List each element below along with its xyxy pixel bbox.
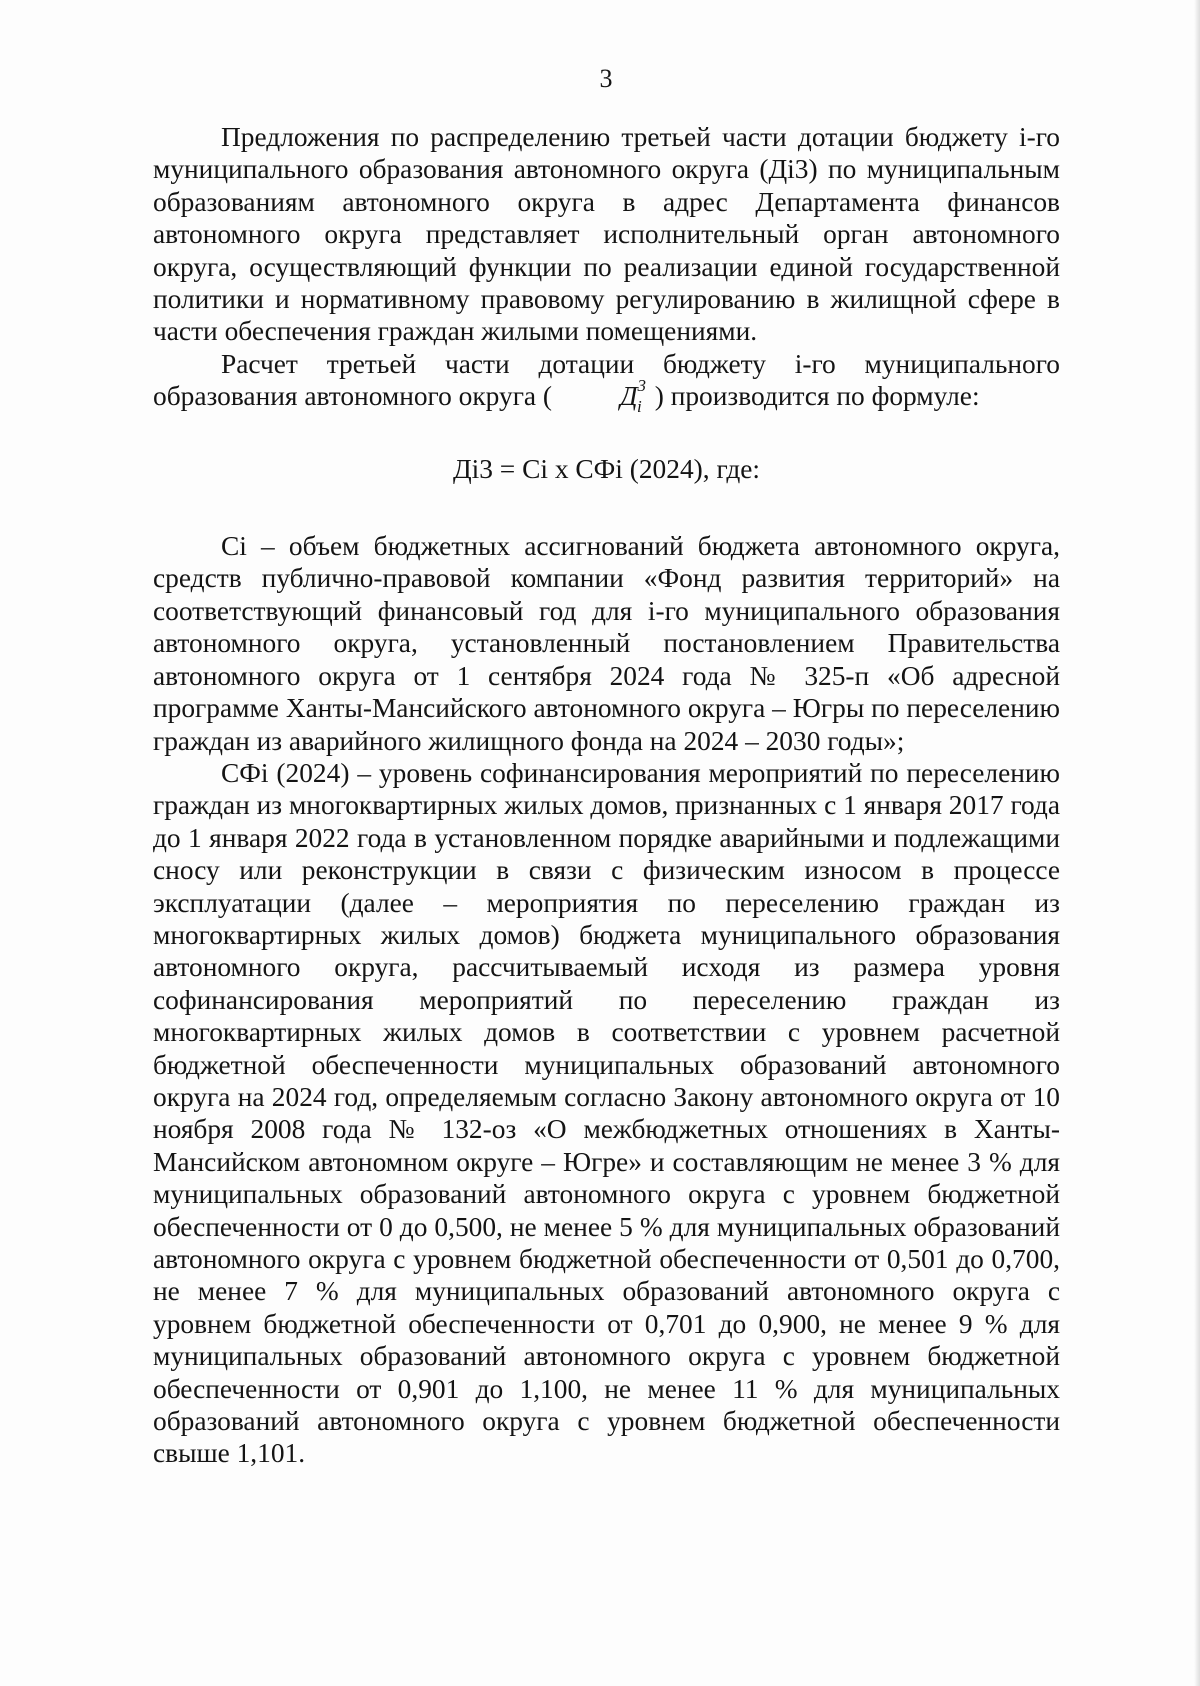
scan-edge: [1194, 0, 1200, 1686]
page-number: 3: [599, 64, 613, 93]
paragraph-ci-definition: Ci – объем бюджетных ассигнований бюджета автономного округа, средств публично-правовой компании «Фонд развития территорий» на соответствующий финансовый год для i-го муниципального образования автономного округа, установленный постановлением Правительства автономного округа от 1 сентября 2024 года № 325-п «Об адресной программе Ханты-Мансийского автономного округа – Югры по переселению граждан из аварийного жилищного фонда на 2024 – 2030 годы»;: [153, 531, 1060, 756]
paragraph-sfi-definition: СФi (2024) – уровень софинансирования мероприятий по переселению граждан из многоквартирных жилых домов, признанных с 1 января 2017 года до 1 января 2022 года в установленном порядке аварийными и подлежащими сносу или реконструкции в связи с физическим износом в процессе эксплуатации (далее – мероприятия по переселению граждан из многоквартирных жилых домов) бюджета муниципального образования автономного округа, рассчитываемый исходя из размера уровня софинансирования мероприятий по переселению граждан из многоквартирных жилых домов в соответствии с уровнем расчетной бюджетной обеспеченности муниципальных образований автономного округа на 2024 год, определяемым согласно Закону автономного округа от 10 ноября 2008 года № 132-оз «О межбюджетных отношениях в Ханты-Мансийском автономном округе – Югре» и составляющим не менее 3 % для муниципальных образований автономного округа с уровнем бюджетной обеспеченности от 0 до 0,500, не менее 5 % для муниципальных образований автономного округа с уровнем бюджетной обеспеченности от 0,501 до 0,700, не менее 7 % для муниципальных образований автономного округа с уровнем бюджетной обеспеченности от 0,701 до 0,900, не менее 9 % для муниципальных образований автономного округа с уровнем бюджетной обеспеченности от 0,901 до 1,100, не менее 11 % для муниципальных образований автономного округа с уровнем бюджетной обеспеченности свыше 1,101.: [153, 757, 1060, 1469]
calculation-text-end: ) производится по формуле:: [654, 381, 980, 412]
formula: Дi3 = Ci х СФi (2024), где:: [452, 453, 761, 484]
paragraph-calculation: [153, 348, 1060, 416]
paragraph-proposals: Предложения по распределению третьей части дотации бюджету i-го муниципального образования автономного округа (Дi3) по муниципальным образованиям автономного округа в адрес Департамента финансов автономного округа представляет исполнительный орган автономного округа, осуществляющий функции по реализации единой государственной политики и нормативному правовому регулированию в жилищной сфере в части обеспечения граждан жилыми помещениями.: [153, 122, 1060, 347]
inline-formula-symbol: $Д^3_i$: [620, 376, 646, 416]
calculation-text-start: Расчет третьей части дотации бюджету i-го муниципального образования автономного округа (: [153, 348, 1060, 412]
document-body: [153, 121, 1060, 1470]
